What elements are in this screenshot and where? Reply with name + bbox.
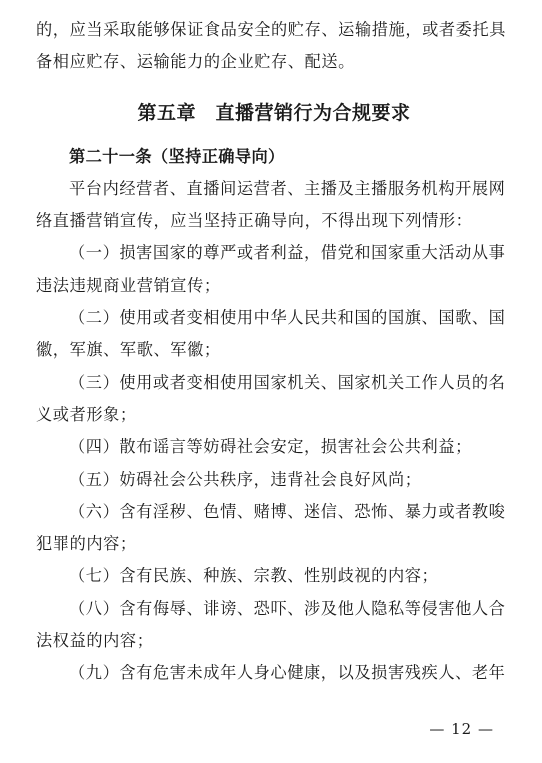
article-body [36,173,512,690]
article-body-line: 平台内经营者、直播间运营者、主播及主播服务机构开展网 [69,178,506,198]
article-body-line: 违法违规商业营销宣传； [36,275,221,295]
article-body-line: （四）散布谣言等妨碍社会安定，损害社会公共利益； [69,437,472,457]
article-body-line: 义或者形象； [36,404,137,424]
article-body-line: （六）含有淫秽、色情、赌博、迷信、恐怖、暴力或者教唆 [69,501,506,521]
preceding-paragraph [36,14,512,79]
article-body-line: （一）损害国家的尊严或者利益，借党和国家重大活动从事 [69,243,506,263]
preceding-paragraph-line: 备相应贮存、运输能力的企业贮存、配送。 [36,52,355,72]
article-body-line: （九）含有危害未成年人身心健康，以及损害残疾人、老年 [69,663,506,683]
article-body-line: （三）使用或者变相使用国家机关、国家机关工作人员的名 [69,372,506,392]
article-body-line: （八）含有侮辱、诽谤、恐吓、涉及他人隐私等侵害他人合 [69,598,506,618]
article-body-line: （二）使用或者变相使用中华人民共和国的国旗、国歌、国 [69,308,506,328]
chapter-title: 第五章 直播营销行为合规要求 [137,101,411,124]
article-body-line: （五）妨碍社会公共秩序，违背社会良好风尚； [69,469,422,489]
article-title: 第二十一条（坚持正确导向） [69,146,285,166]
preceding-paragraph-line: 的，应当采取能够保证食品安全的贮存、运输措施，或者委托具 [36,20,507,39]
article-body-line: 犯罪的内容； [36,534,137,554]
article-body-line: 络直播营销宣传，应当坚持正确导向，不得出现下列情形： [36,211,473,231]
article-body-line: 法权益的内容； [36,631,154,651]
page-number: — 12 — [429,720,494,738]
article-body-line: （七）含有民族、种族、宗教、性别歧视的内容； [69,566,439,586]
article-body-line: 徽，军旗、军歌、军徽； [36,340,221,360]
